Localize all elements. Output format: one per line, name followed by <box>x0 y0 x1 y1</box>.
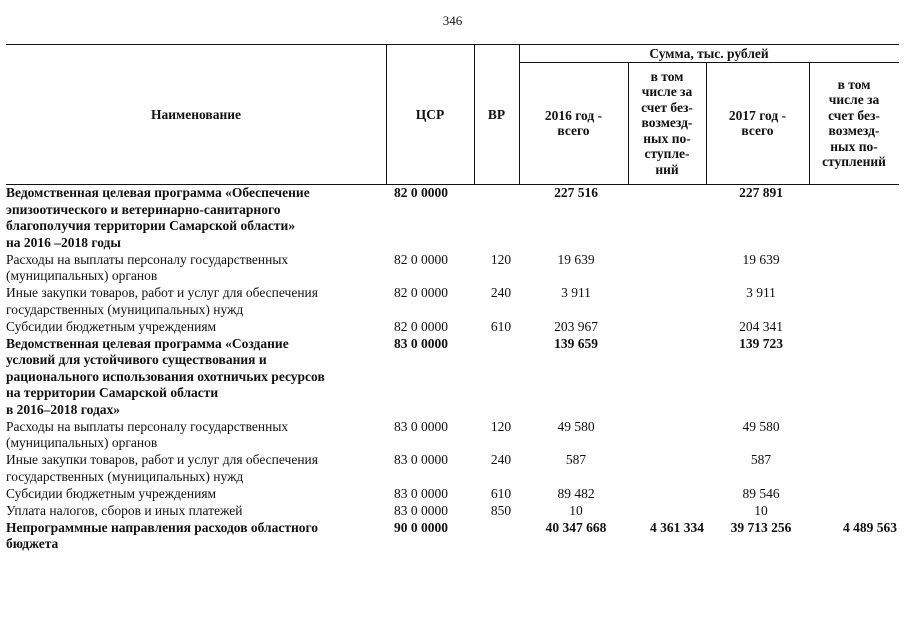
header-2017-gratuitous: в том числе за счет без- возмезд- ных по- ступлений <box>822 76 886 169</box>
row-2017-total: 39 713 256 <box>730 519 792 535</box>
budget-table <box>6 44 899 553</box>
row-vr: 850 <box>490 502 512 518</box>
row-2017-total: 204 341 <box>739 318 783 334</box>
row-2016-total: 227 516 <box>554 185 598 200</box>
row-2016-total: 89 482 <box>557 485 595 501</box>
row-2017-total: 19 639 <box>742 251 780 267</box>
table-row <box>6 185 899 252</box>
row-2016-total: 19 639 <box>557 251 595 267</box>
row-2017-total: 227 891 <box>739 185 783 200</box>
row-name: Уплата налогов, сборов и иных платежей <box>6 502 243 518</box>
row-name: Ведомственная целевая программа «Обеспечение эпизоотического и ветеринарно-санитарного благополучия территории Самарской области» на 2016 –2018 годы <box>6 185 310 250</box>
table-row <box>6 252 899 286</box>
row-name: Субсидии бюджетным учреждениям <box>6 318 217 334</box>
header-sum-title: Сумма, тыс. рублей <box>519 45 899 63</box>
row-2016-total: 587 <box>565 452 587 467</box>
row-csr: 83 0 0000 <box>394 418 448 434</box>
row-csr: 83 0 0000 <box>394 485 448 501</box>
row-2017-total: 139 723 <box>739 335 783 351</box>
row-name: Ведомственная целевая программа «Создание условий для устойчивого существования и рационального использования охотничьих ресурсов на территории Самарской области в 2016–2018 годах» <box>6 335 325 417</box>
row-2017-total: 49 580 <box>742 418 780 434</box>
row-name: Субсидии бюджетным учреждениям <box>6 485 217 501</box>
header-2016-gratuitous: в том числе за счет без- возмезд- ных по- ступле- ний <box>641 68 693 177</box>
row-name: Иные закупки товаров, работ и услуг для обеспечения государственных (муниципальных) нужд <box>6 452 318 484</box>
table-row <box>6 336 899 419</box>
row-2016-total: 203 967 <box>554 318 598 334</box>
row-name: Непрограммные направления расходов областного бюджета <box>6 519 319 551</box>
table-row <box>6 452 899 486</box>
row-name: Расходы на выплаты персоналу государственных (муниципальных) органов <box>6 418 289 450</box>
table-row <box>6 503 899 520</box>
row-name: Иные закупки товаров, работ и услуг для обеспечения государственных (муниципальных) нужд <box>6 285 318 317</box>
row-vr: 120 <box>490 418 512 434</box>
row-csr: 82 0 0000 <box>394 251 448 267</box>
table-header <box>6 44 899 185</box>
table-row <box>6 520 899 554</box>
header-csr: ЦСР <box>415 106 445 122</box>
header-name: Наименование <box>151 106 241 122</box>
row-2017-total: 3 911 <box>746 285 776 300</box>
row-vr: 610 <box>490 485 512 501</box>
row-name: Расходы на выплаты персоналу государственных (муниципальных) органов <box>6 251 289 283</box>
row-2016-total: 49 580 <box>557 418 595 434</box>
table-body <box>6 185 899 553</box>
row-2016-total: 10 <box>569 502 583 518</box>
row-2016-total: 139 659 <box>554 335 598 351</box>
row-2017-total: 587 <box>750 452 772 467</box>
row-2017-total: 10 <box>754 502 768 518</box>
row-2016-total: 3 911 <box>561 285 591 300</box>
row-vr: 610 <box>490 318 512 334</box>
header-2017-total: 2017 год - всего <box>728 107 787 138</box>
row-csr: 82 0 0000 <box>394 185 448 200</box>
table-row <box>6 319 899 336</box>
table-row <box>6 419 899 453</box>
row-csr: 82 0 0000 <box>394 285 448 300</box>
row-2016-gratuitous: 4 361 334 <box>650 519 704 535</box>
row-csr: 82 0 0000 <box>394 318 448 334</box>
row-2017-gratuitous: 4 489 563 <box>843 519 897 535</box>
header-2016-total: 2016 год - всего <box>544 107 603 138</box>
row-csr: 83 0 0000 <box>394 452 448 467</box>
row-vr: 120 <box>490 251 512 267</box>
row-csr: 90 0 0000 <box>394 519 448 535</box>
row-vr: 240 <box>490 285 512 300</box>
row-csr: 83 0 0000 <box>394 502 448 518</box>
row-csr: 83 0 0000 <box>394 335 448 351</box>
table-row <box>6 285 899 319</box>
row-vr: 240 <box>490 452 512 467</box>
table-row <box>6 486 899 503</box>
page-number: 346 <box>442 13 463 28</box>
row-2016-total: 40 347 668 <box>545 519 607 535</box>
row-2017-total: 89 546 <box>742 485 780 501</box>
header-vr: ВР <box>487 106 506 122</box>
